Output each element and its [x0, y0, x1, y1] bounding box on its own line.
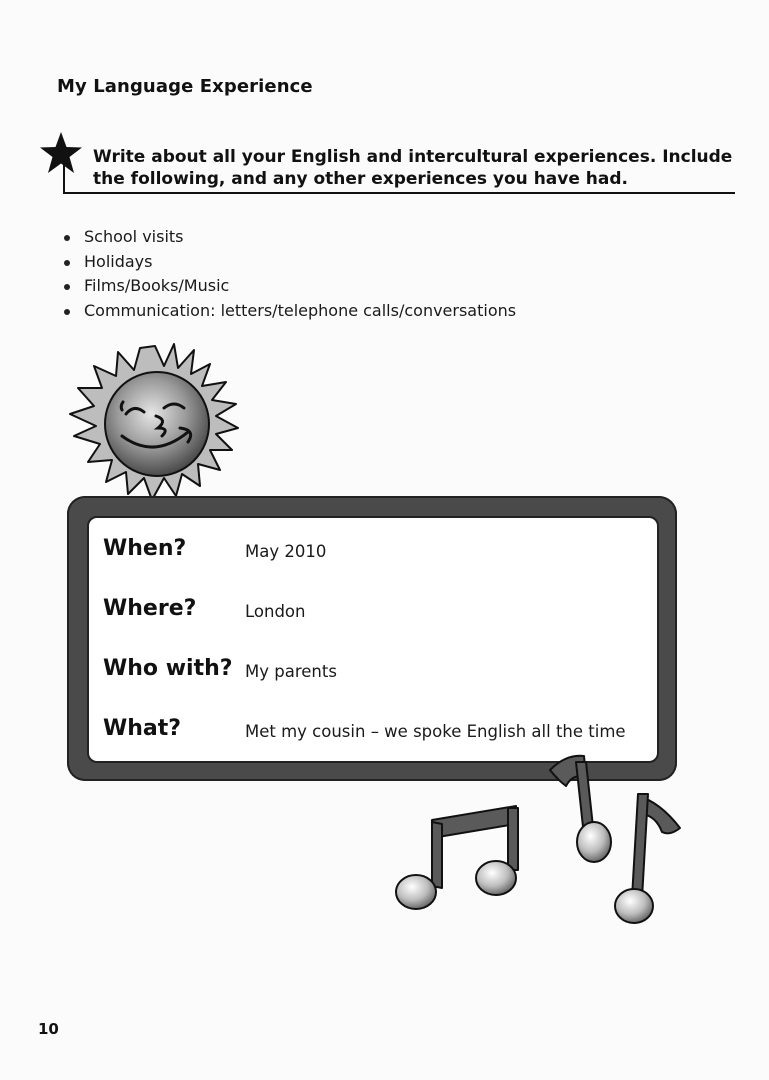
- instruction-text: Write about all your English and intercultural experiences. Include the following, and any other experiences you have had.: [93, 147, 733, 189]
- smiling-sun-icon: [60, 336, 250, 506]
- experience-frame: [67, 496, 677, 781]
- list-item: School visits: [62, 225, 516, 250]
- list-item: Films/Books/Music: [62, 274, 516, 299]
- list-item: Holidays: [62, 250, 516, 275]
- page-title: My Language Experience: [57, 76, 313, 97]
- where-value: London: [245, 602, 306, 621]
- who-with-value: My parents: [245, 662, 337, 681]
- what-value: Met my cousin – we spoke English all the time: [245, 722, 626, 741]
- when-label: When?: [103, 536, 187, 561]
- what-label: What?: [103, 716, 182, 741]
- music-notes-icon: [380, 740, 700, 940]
- list-item: Communication: letters/telephone calls/conversations: [62, 299, 516, 324]
- who-with-label: Who with?: [103, 656, 233, 681]
- where-label: Where?: [103, 596, 197, 621]
- experience-panel: [87, 516, 659, 763]
- bullet-list: [62, 225, 516, 323]
- when-value: May 2010: [245, 542, 327, 561]
- page-number: 10: [38, 1020, 59, 1038]
